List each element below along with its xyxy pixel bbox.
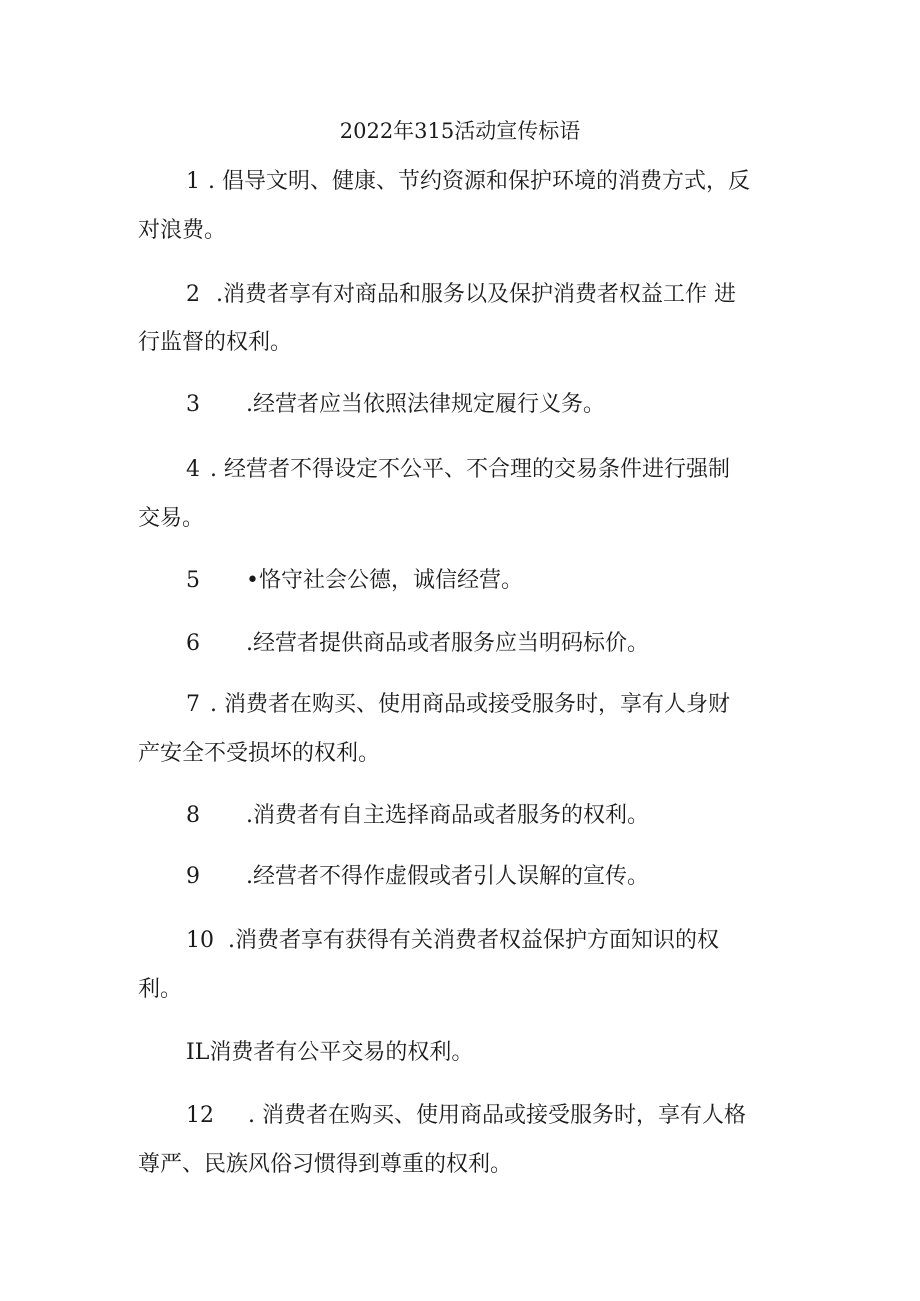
item-text: .经营者不得作虚假或者引人误解的宣传。 (246, 864, 649, 889)
list-item-7-line-1 (186, 690, 836, 720)
item-number: 7 (186, 692, 200, 717)
list-item-10-line-1 (186, 926, 836, 956)
item-text: .消费者享有对商品和服务以及保护消费者权益工作 进 (216, 282, 736, 307)
item-text: . 倡导文明、健康、节约资源和保护环境的消费方式，反 (208, 169, 750, 194)
list-item-10-line-2: 利。 (138, 977, 183, 1002)
item-text: .经营者提供商品或者服务应当明码标价。 (246, 631, 649, 656)
list-item-12-line-1 (186, 1101, 836, 1131)
list-item-3 (186, 390, 836, 420)
list-item-1-line-2: 对浪费。 (138, 218, 227, 243)
item-number: 2 (186, 282, 200, 307)
item-number: 9 (186, 864, 200, 889)
item-number: 12 (186, 1103, 214, 1128)
item-text: .消费者有自主选择商品或者服务的权利。 (246, 803, 649, 828)
list-item-8 (186, 801, 836, 831)
item-number: 8 (186, 803, 200, 828)
list-item-6 (186, 629, 836, 659)
item-number: 10 (186, 928, 214, 953)
list-item-4-line-1 (186, 455, 836, 485)
list-item-12-line-2: 尊严、民族风俗习惯得到尊重的权利。 (138, 1152, 513, 1177)
item-number: 4 (186, 457, 200, 482)
item-number: 5 (186, 568, 200, 593)
item-number: 6 (186, 631, 200, 656)
list-item-5 (186, 566, 836, 596)
item-number: 3 (186, 392, 200, 417)
item-text: 消费者有公平交易的权利。 (209, 1040, 474, 1065)
list-item-4-line-2: 交易。 (138, 506, 205, 531)
item-text: . 经营者不得设定不公平、不合理的交易条件进行强制 (210, 457, 730, 482)
item-text: .经营者应当依照法律规定履行义务。 (246, 392, 605, 417)
item-text: . 消费者在购买、使用商品或接受服务时，享有人格 (248, 1103, 746, 1128)
list-item-7-line-2: 产安全不受损坏的权利。 (138, 741, 381, 766)
item-text: .消费者享有获得有关消费者权益保护方面知识的权 (228, 928, 719, 953)
item-number: 1 (186, 169, 200, 194)
list-item-9 (186, 862, 836, 892)
item-text: . 消费者在购买、使用商品或接受服务时，享有人身财 (210, 692, 730, 717)
item-text: •恪守社会公德，诚信经营。 (246, 568, 523, 593)
list-item-2-line-2: 行监督的权利。 (138, 330, 293, 355)
page-title: 2022年315活动宣传标语 (339, 119, 581, 143)
item-number: IL (186, 1040, 210, 1065)
list-item-11 (186, 1038, 836, 1068)
list-item-2-line-1 (186, 280, 836, 310)
list-item-1-line-1 (186, 167, 836, 197)
